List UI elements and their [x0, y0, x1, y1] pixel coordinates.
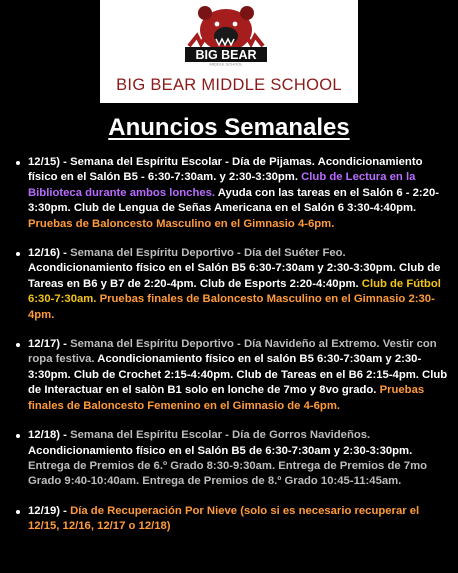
item-text: Acondicionamiento físico en el Salón B5 - 6:30-7:30am. y 2:30-3:30pm. [28, 156, 423, 184]
school-logo [100, 0, 358, 103]
item-highlight: Pruebas de Baloncesto Masculino en el Gimnasio 4-6pm. [28, 217, 335, 230]
item-date: 12/17) - [28, 338, 71, 351]
list-item [14, 246, 448, 323]
item-date: 12/16) - [28, 247, 71, 260]
item-text: Acondicionamiento físico en el salón B5 6:30-7:30am y 2:30-3:30pm. Club de Crochet 2:15-4:40pm. Club de Tareas en el B6 2:15-4pm. Club de Interactuar en el salòn B1 solo en lonche de 7mo y 8vo grado. [28, 353, 448, 397]
item-date: 12/19) - [28, 504, 71, 517]
item-highlight: Club de Lectura en la Biblioteca durante ambos lonches. [28, 171, 416, 199]
list-item [14, 504, 448, 535]
item-theme: Semana del Espíritu Deportivo - Día del Suéter Feo. [70, 247, 346, 260]
announcement-list [14, 155, 448, 549]
item-date: 12/15) - [28, 156, 71, 168]
logo-sub: MIDDLE SCHOOL [209, 61, 243, 66]
item-date: 12/18) - [28, 429, 71, 442]
item-text: Acondicionamiento físico en el Salón B5 6:30-7:30am y 2:30-3:30pm. Club de Tareas en B6 y B7 de 2:20-4pm. Club de Esports 2:20-4:40pm. [28, 262, 441, 290]
bear-mascot-icon [181, 6, 271, 66]
item-highlight: Día de Recuperación Por Nieve (solo si es necesario recuperar el 12/15, 12/16, 12/17 o 12/18) [28, 504, 420, 533]
item-text: Ayuda con las tareas en el Salón 6 - 2:20-3:30pm. Club de Lengua de Señas Americana en el Salón 6 3:30-4:40pm. [28, 186, 440, 215]
list-item [14, 428, 448, 490]
item-theme: Semana del Espíritu Deportivo - Día Navideño al Extremo. Vestir con ropa festiva. [28, 338, 437, 366]
page-title: Anuncios Semanales [108, 114, 350, 141]
item-text-gray: Entrega de Premios de 6.º Grado 8:30-9:30am. Entrega de Premios de 7mo Grado 9:40-10:40am. Entrega de Premios de 8.º Grado 10:45-11:45am. [28, 459, 428, 488]
item-theme: Semana del Espíritu Escolar - Día de Gorros Navideños. [70, 429, 371, 442]
bullet-icon [16, 343, 20, 347]
item-text: Acondicionamiento físico en el Salón B5 de 6:30-7:30am y 2:30-3:30pm. [28, 444, 413, 457]
list-item [14, 155, 448, 232]
item-highlight: Pruebas finales de Baloncesto Femenino en el Gimnasio de 4-6pm. [28, 384, 425, 412]
bullet-icon [16, 252, 20, 256]
item-highlight: Club de Fútbol 6:30-7:30am. [28, 277, 441, 306]
list-item [14, 337, 448, 414]
logo-wordmark: BIG BEAR [195, 48, 257, 62]
bullet-icon [16, 510, 20, 514]
bullet-icon [16, 434, 20, 438]
bullet-icon [16, 161, 20, 165]
school-name: BIG BEAR MIDDLE SCHOOL [116, 76, 342, 94]
item-highlight: Pruebas finales de Baloncesto Masculino en el Gimnasio 2:30-4pm. [28, 293, 435, 321]
item-theme: Semana del Espíritu Escolar - Día de Pijamas. [70, 156, 318, 168]
